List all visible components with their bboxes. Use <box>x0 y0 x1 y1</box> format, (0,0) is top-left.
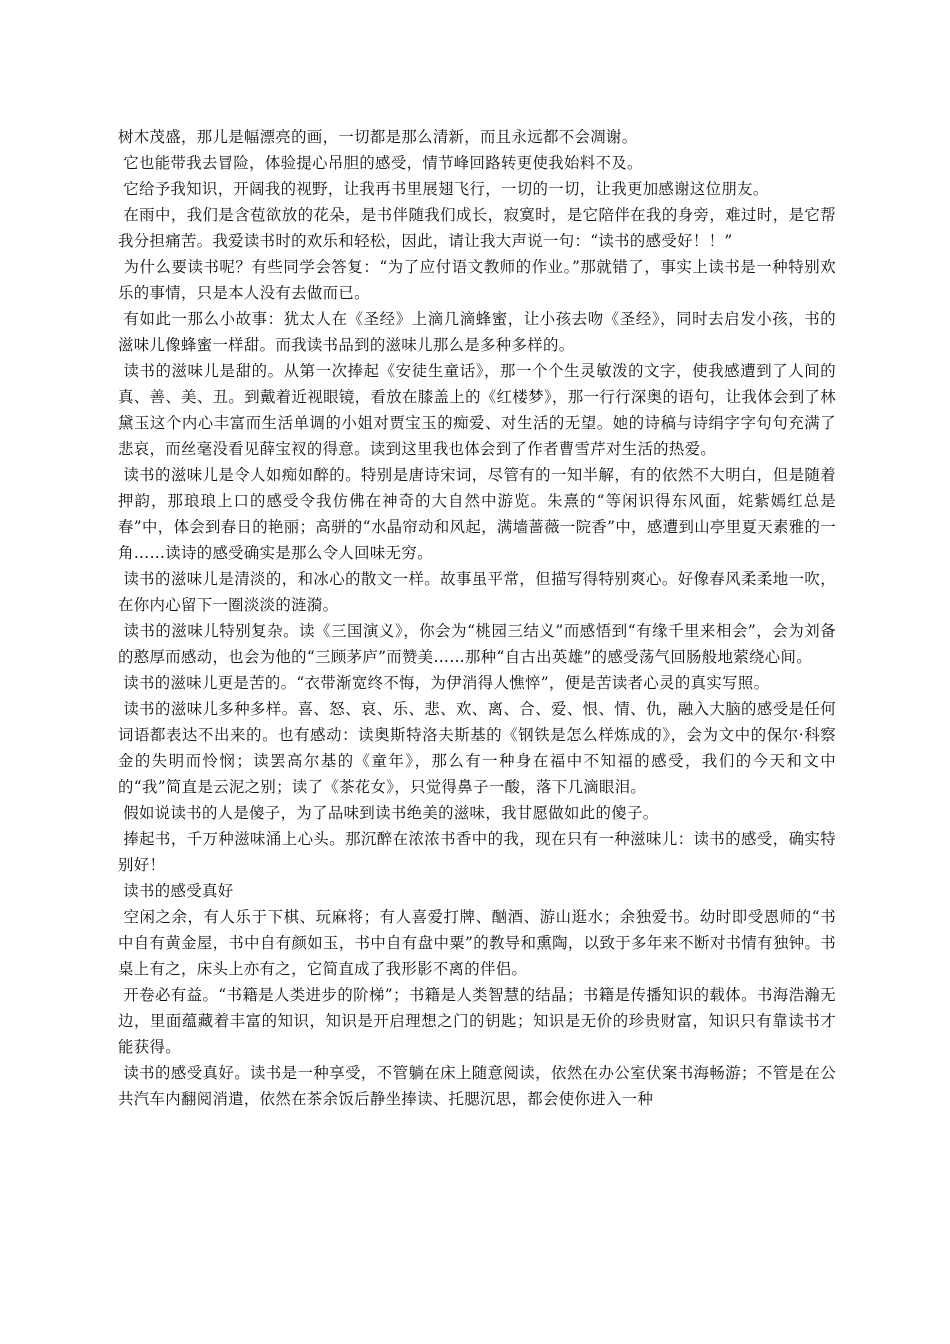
paragraph: 有如此一那么小故事：犹太人在《圣经》上滴几滴蜂蜜，让小孩去吻《圣经》，同时去启发小孩，书的滋味儿像蜂蜜一样甜。而我读书品到的滋味儿那么是多种多样的。 <box>118 310 836 354</box>
document-page <box>118 124 836 1112</box>
section-heading: 读书的感受真好 <box>118 882 234 900</box>
paragraph: 读书的滋味儿是令人如痴如醉的。特别是唐诗宋词，尽管有的一知半解，有的依然不大明白，但是随着押韵，那琅琅上口的感受令我仿佛在神奇的大自然中游览。朱熹的“等闲识得东风面，姹紫嫣红总是春”中，体会到春日的艳丽；高骈的“水晶帘动和风起，满墙蔷薇一院香”中，感遭到山亭里夏天素雅的一角……读诗的感受确实是那么令人回味无穷。 <box>118 466 836 562</box>
paragraph: 它也能带我去冒险，体验提心吊胆的感受，情节峰回路转更使我始料不及。 <box>118 154 643 172</box>
paragraph: 读书的滋味儿是清淡的，和冰心的散文一样。故事虽平常，但描写得特别爽心。好像春风柔柔地一吹，在你内心留下一圈淡淡的涟漪。 <box>118 570 836 614</box>
paragraph: 为什么要读书呢？有些同学会答复：“为了应付语文教师的作业。”那就错了，事实上读书是一种特别欢乐的事情，只是本人没有去做而已。 <box>118 258 836 302</box>
paragraph: 树木茂盛，那儿是幅漂亮的画，一切都是那么清新，而且永远都不会凋谢。 <box>118 128 638 146</box>
paragraph: 开卷必有益。“书籍是人类进步的阶梯”；书籍是人类智慧的结晶；书籍是传播知识的载体。书海浩瀚无边，里面蕴藏着丰富的知识，知识是开启理想之门的钥匙；知识是无价的珍贵财富，知识只有靠读书才能获得。 <box>118 986 836 1056</box>
paragraph: 读书的滋味儿更是苦的。“衣带渐宽终不悔，为伊消得人憔悴”，便是苦读者心灵的真实写照。 <box>118 674 770 692</box>
paragraph: 捧起书，千万种滋味涌上心头。那沉醉在浓浓书香中的我，现在只有一种滋味儿：读书的感受，确实特别好！ <box>118 830 836 874</box>
paragraph: 它给予我知识，开阔我的视野，让我再书里展翅飞行，一切的一切，让我更加感谢这位朋友。 <box>118 180 769 198</box>
paragraph: 空闲之余，有人乐于下棋、玩麻将；有人喜爱打牌、酗酒、游山逛水；余独爱书。幼时即受恩师的“书中自有黄金屋，书中自有颜如玉，书中自有盘中粟”的教导和熏陶，以致于多年来不断对书情有独钟。书桌上有之，床头上亦有之，它简直成了我形影不离的伴侣。 <box>118 908 836 978</box>
paragraph: 读书的滋味儿是甜的。从第一次捧起《安徒生童话》，那一个个生灵敏泼的文字，使我感遭到了人间的真、善、美、丑。到戴着近视眼镜，看放在膝盖上的《红楼梦》，那一行行深奥的语句，让我体会到了林黛玉这个内心丰富而生活单调的小姐对贾宝玉的痴爱、对生活的无望。她的诗稿与诗绢字字句句充满了悲哀，而丝毫没看见薛宝衩的得意。读到这里我也体会到了作者曹雪芹对生活的热爱。 <box>118 362 836 458</box>
paragraph: 假如说读书的人是傻子，为了品味到读书绝美的滋味，我甘愿做如此的傻子。 <box>118 804 659 822</box>
paragraph: 读书的滋味儿多种多样。喜、怒、哀、乐、悲、欢、离、合、爱、恨、情、仇，融入大脑的感受是任何词语都表达不出来的。也有感动：读奥斯特洛夫斯基的《钢铁是怎么样炼成的》，会为文中的保尔·科察金的失明而怜悯；读罢高尔基的《童年》，那么有一种身在福中不知福的感受，我们的今天和文中的“我”简直是云泥之别；读了《茶花女》，只觉得鼻子一酸，落下几滴眼泪。 <box>118 700 836 796</box>
paragraph: 读书的滋味儿特别复杂。读《三国演义》，你会为“桃园三结义”而感悟到“有缘千里来相会”，会为刘备的憨厚而感动，也会为他的“三顾茅庐”而赞美……那种“自古出英雄”的感受荡气回肠般地萦绕心间。 <box>118 622 836 666</box>
paragraph: 读书的感受真好。读书是一种享受，不管躺在床上随意阅读，依然在办公室伏案书海畅游；不管是在公共汽车内翻阅消遣，依然在茶余饭后静坐捧读、托腮沉思，都会使你进入一种 <box>118 1064 836 1108</box>
paragraph: 在雨中，我们是含苞欲放的花朵，是书伴随我们成长，寂寞时，是它陪伴在我的身旁，难过时，是它帮我分担痛苦。我爱读书时的欢乐和轻松，因此，请让我大声说一句：“读书的感受好！！” <box>118 206 836 250</box>
